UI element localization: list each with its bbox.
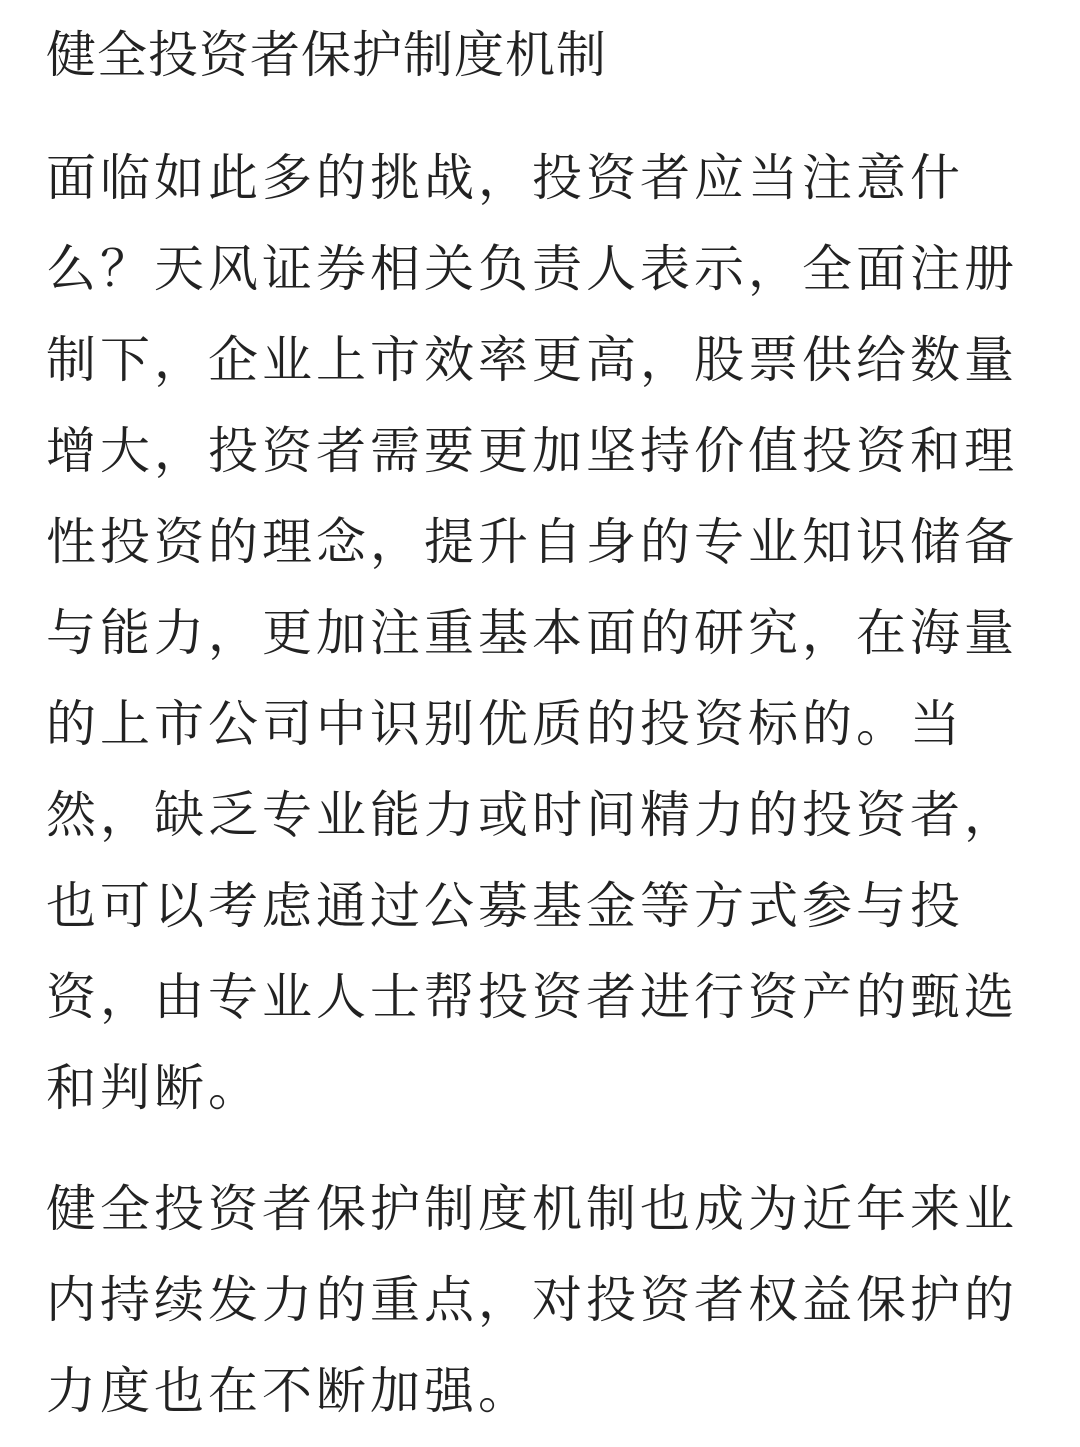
paragraph-line: 内持续发力的重点，对投资者权益保护的 (46, 1271, 1018, 1329)
paragraph-line: 也可以考虑通过公募基金等方式参与投 (46, 877, 964, 935)
paragraph-line: 力度也在不断加强。 (46, 1362, 532, 1420)
paragraph-line: 与能力，更加注重基本面的研究，在海量 (46, 604, 1018, 662)
paragraph-line: 和判断。 (46, 1059, 262, 1117)
paragraph-line: 么？天风证券相关负责人表示，全面注册 (46, 240, 1018, 298)
paragraph-line: 然，缺乏专业能力或时间精力的投资者， (46, 786, 1018, 844)
paragraph-line: 面临如此多的挑战，投资者应当注意什 (46, 149, 964, 207)
article-heading: 健全投资者保护制度机制 (46, 26, 607, 84)
article (46, 14, 1036, 1437)
paragraph-line: 健全投资者保护制度机制也成为近年来业 (46, 1180, 1018, 1238)
paragraph-line: 制下，企业上市效率更高，股票供给数量 (46, 331, 1018, 389)
paragraph-line: 的上市公司中识别优质的投资标的。当 (46, 695, 964, 753)
article-paragraph (46, 1164, 1036, 1437)
paragraph-line: 性投资的理念，提升自身的专业知识储备 (46, 513, 1018, 571)
article-paragraph (46, 133, 1036, 1134)
paragraph-line: 增大，投资者需要更加坚持价值投资和理 (46, 422, 1018, 480)
paragraph-line: 资，由专业人士帮投资者进行资产的甄选 (46, 968, 1018, 1026)
